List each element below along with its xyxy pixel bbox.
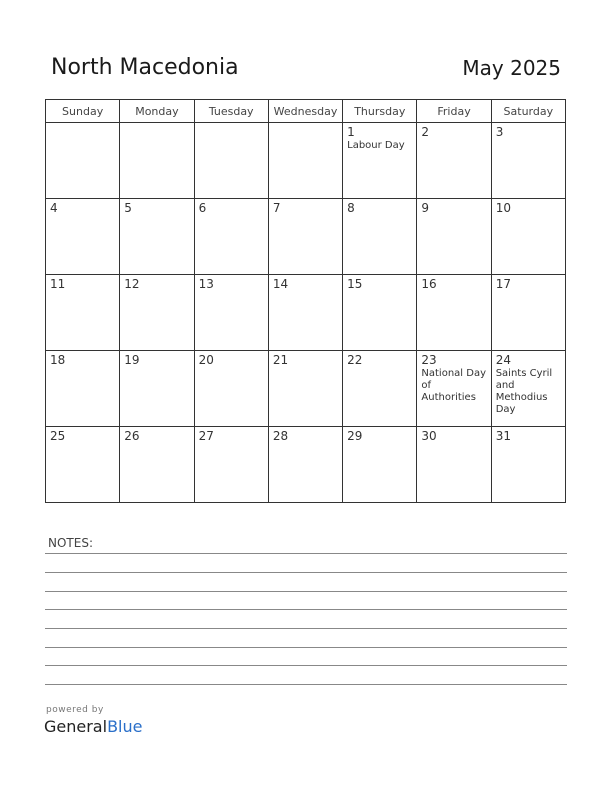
month-title: May 2025: [462, 56, 561, 80]
day-number: 5: [124, 201, 132, 215]
note-line: [45, 647, 567, 648]
weekday-header-row: [46, 100, 566, 123]
day-cell: [491, 351, 565, 427]
day-cell: [491, 123, 565, 199]
day-cell: [417, 427, 491, 503]
day-number: 4: [50, 201, 58, 215]
calendar-grid: [45, 99, 566, 503]
day-cell: [491, 199, 565, 275]
day-number: 13: [198, 277, 214, 291]
day-number: 29: [347, 429, 363, 443]
day-cell: [268, 275, 342, 351]
day-cell: [46, 351, 120, 427]
weekday-saturday: Saturday: [491, 100, 565, 123]
note-line: [45, 684, 567, 685]
weekday-thursday: Thursday: [343, 100, 417, 123]
day-cell: [194, 351, 268, 427]
day-number: 28: [272, 429, 289, 443]
brand-blue: Blue: [107, 717, 143, 736]
weekday-monday: Monday: [120, 100, 194, 123]
day-cell: [417, 351, 491, 427]
day-cell: [46, 123, 120, 199]
day-number: 1: [347, 125, 355, 139]
day-number: 22: [347, 353, 363, 367]
note-line: [45, 553, 567, 554]
day-cell: [120, 199, 194, 275]
day-cell: [46, 427, 120, 503]
day-cell: [120, 427, 194, 503]
day-number: 21: [272, 353, 289, 367]
day-number: 31: [495, 429, 511, 443]
day-number: 7: [272, 201, 281, 215]
day-cell: [417, 199, 491, 275]
day-number: 9: [421, 201, 430, 215]
day-cell: [194, 199, 268, 275]
day-number: 17: [495, 277, 511, 291]
note-line: [45, 665, 567, 666]
day-number: 30: [421, 429, 437, 443]
day-cell: [46, 199, 120, 275]
day-number: 3: [495, 125, 504, 139]
note-line: [45, 591, 567, 592]
day-number: 14: [272, 277, 289, 291]
day-number: 2: [421, 125, 430, 139]
day-number: 11: [50, 277, 66, 291]
day-cell: [46, 275, 120, 351]
day-number: 23: [421, 353, 437, 367]
day-cell: [343, 275, 417, 351]
day-number: 27: [198, 429, 214, 443]
day-number: 18: [50, 353, 66, 367]
weekday-friday: Friday: [417, 100, 491, 123]
week-row: [46, 351, 566, 427]
day-cell: [417, 123, 491, 199]
week-row: [46, 123, 566, 199]
note-line: [45, 572, 567, 573]
brand-general: General: [44, 717, 108, 736]
powered-by-text: powered by: [46, 705, 104, 715]
day-number: 6: [198, 201, 207, 215]
holiday-label: Labour Day: [347, 140, 405, 151]
day-cell: [417, 275, 491, 351]
day-cell: [194, 427, 268, 503]
week-row: [46, 199, 566, 275]
day-cell: [343, 351, 417, 427]
generalblue-logo: [44, 717, 142, 736]
note-line: [45, 609, 567, 610]
day-cell: [343, 427, 417, 503]
day-cell: [491, 427, 565, 503]
note-line: [45, 628, 567, 629]
day-number: 15: [347, 277, 363, 291]
day-number: 12: [124, 277, 140, 291]
weekday-sunday: Sunday: [46, 100, 120, 123]
day-cell: [268, 351, 342, 427]
day-cell: [120, 351, 194, 427]
day-number: 10: [495, 201, 511, 215]
day-cell: [491, 275, 565, 351]
day-cell: [268, 123, 342, 199]
day-number: 26: [124, 429, 140, 443]
day-cell: [120, 123, 194, 199]
day-number: 20: [198, 353, 214, 367]
day-cell: [343, 199, 417, 275]
country-title: North Macedonia: [51, 55, 239, 80]
notes-label: NOTES:: [48, 536, 93, 550]
day-cell: [343, 123, 417, 199]
day-number: 16: [421, 277, 437, 291]
holiday-label: Saints Cyril and Methodius Day: [495, 368, 553, 415]
weekday-wednesday: Wednesday: [268, 100, 342, 123]
week-row: [46, 275, 566, 351]
day-number: 25: [50, 429, 66, 443]
week-row: [46, 427, 566, 503]
day-cell: [268, 199, 342, 275]
day-cell: [268, 427, 342, 503]
day-cell: [194, 275, 268, 351]
day-number: 19: [124, 353, 140, 367]
day-cell: [120, 275, 194, 351]
weekday-tuesday: Tuesday: [194, 100, 268, 123]
day-number: 8: [347, 201, 355, 215]
day-cell: [194, 123, 268, 199]
day-number: 24: [495, 353, 511, 367]
holiday-label: National Day of Authorities: [421, 368, 487, 403]
